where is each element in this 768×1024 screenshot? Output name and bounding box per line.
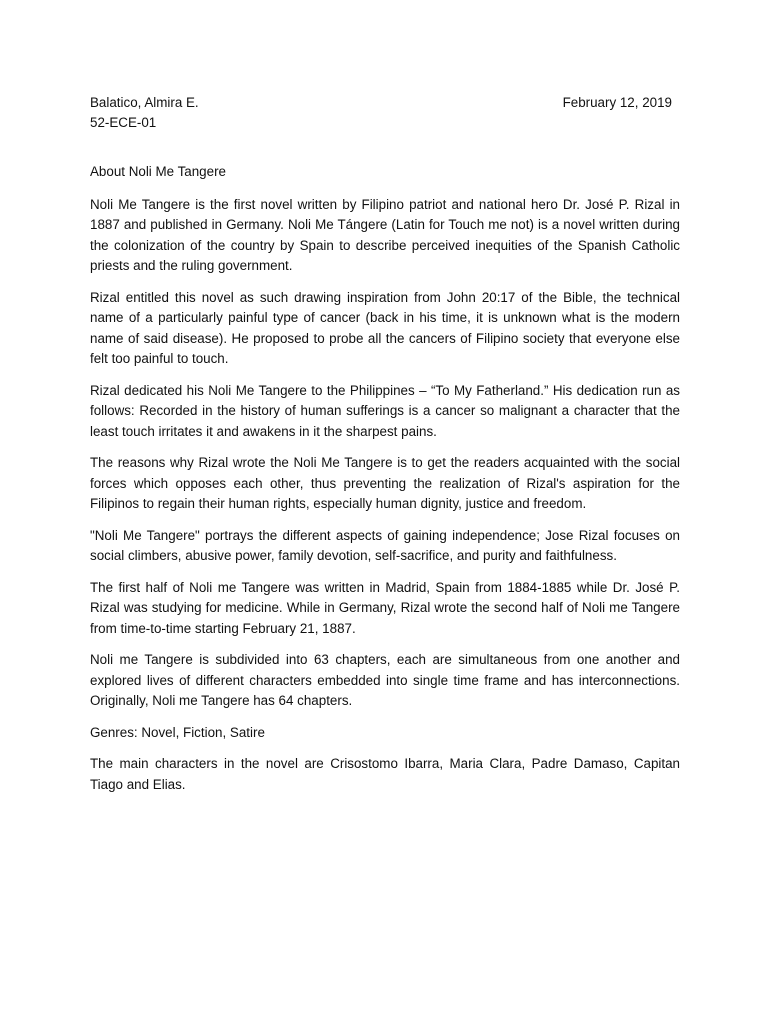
paragraph-intro: Noli Me Tangere is the first novel written by Filipino patriot and national hero Dr. José P. Rizal in 1887 and published in Germany. Noli Me Tángere (Latin for Touch me not) is a novel written during the colonization of the country by Spain to describe perceived inequities of the Spanish Catholic priests and the ruling government.: [90, 196, 680, 273]
paragraph-main-characters: The main characters in the novel are Crisostomo Ibarra, Maria Clara, Padre Damaso, Capitan Tiago and Elias.: [90, 756, 680, 792]
author-name: Balatico, Almira E.: [90, 95, 199, 110]
document-body: [90, 162, 680, 806]
paragraph-chapters: Noli me Tangere is subdivided into 63 chapters, each are simultaneous from one another and explored lives of different characters embedded into single time frame and has interconnections. Originally, Noli me Tangere has 64 chapters.: [90, 652, 680, 708]
paragraph-themes: "Noli Me Tangere" portrays the different aspects of gaining independence; Jose Rizal focuses on social climbers, abusive power, family devotion, self-sacrifice, and purity and faithfulness.: [90, 527, 680, 563]
paragraph-title-inspiration: Rizal entitled this novel as such drawing inspiration from John 20:17 of the Bible, the technical name of a particularly painful type of cancer (back in his time, it is unknown what is the modern name of said disease). He proposed to probe all the cancers of Filipino society that everyone else felt too painful to touch.: [90, 289, 680, 366]
paragraph-genres: Genres: Novel, Fiction, Satire: [90, 724, 265, 740]
paragraph-dedication: Rizal dedicated his Noli Me Tangere to the Philippines – “To My Fatherland.” His dedication run as follows: Recorded in the history of human sufferings is a cancer so malignant a character that the least touch irritates it and awakens in it the sharpest pains.: [90, 382, 680, 439]
header-row: [90, 93, 680, 113]
author-section: 52-ECE-01: [90, 115, 157, 130]
paragraph-writing-history: The first half of Noli me Tangere was written in Madrid, Spain from 1884-1885 while Dr. José P. Rizal was studying for medicine. While in Germany, Rizal wrote the second half of Noli me Tangere from time-to-time starting February 21, 1887.: [90, 579, 680, 636]
document-date: February 12, 2019: [562, 95, 672, 110]
document-header: [90, 93, 680, 133]
paragraph-reasons: The reasons why Rizal wrote the Noli Me Tangere is to get the readers acquainted with the social forces which opposes each other, thus preventing the realization of Rizal's aspiration for the Filipinos to regain their human rights, especially human dignity, justice and freedom.: [90, 455, 680, 511]
document-title: About Noli Me Tangere: [90, 164, 226, 179]
